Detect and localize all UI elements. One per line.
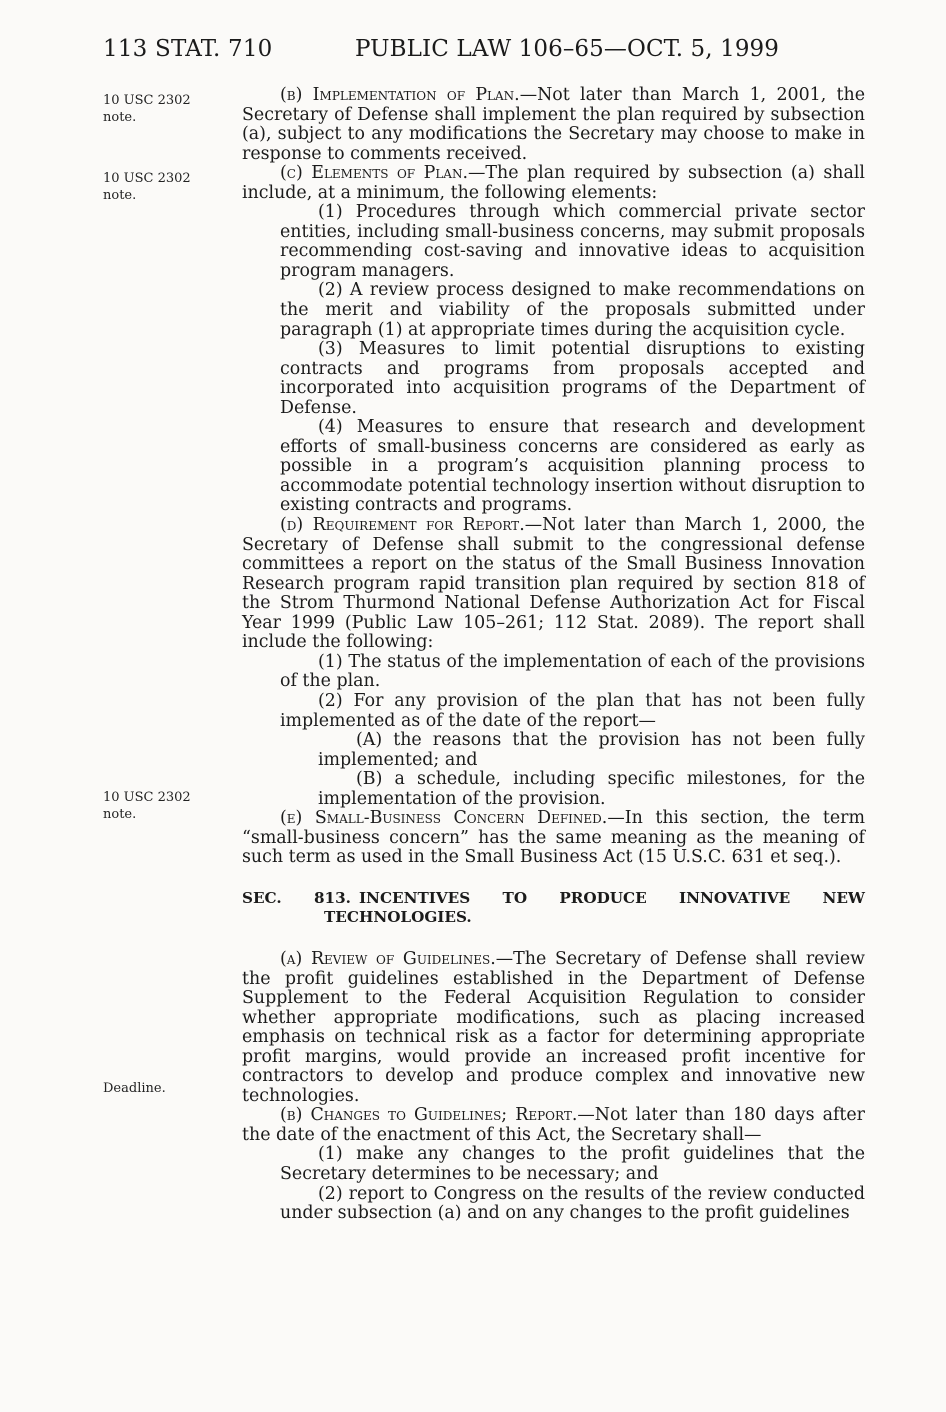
subsection-a-review [242,950,865,1106]
public-law-title: PUBLIC LAW 106–65—OCT. 5, 1999 [355,36,780,62]
subsection-text: —The Secretary of Defense shall review the profit guidelines established in the Department of Defense Supplement to the Federal Acquisition Regulation to consider whether appropriate modifications, such as placing increased emphasis on technical risk as a factor for determining appropriate profit margins, would provide an increased profit incentive for contractors to develop and produce complex and innovative new technologies. [242,948,865,1106]
subsection-heading: (a) Review of Guidelines. [280,948,496,969]
page-header [103,36,867,66]
paragraph-b-1: (1) make any changes to the profit guidelines that the Secretary determines to be necessary; and [280,1144,865,1184]
paragraph-d-2: (2) For any provision of the plan that has not been fully implemented as of the date of the report— [280,690,865,731]
subsection-b-implementation [242,86,865,164]
margin-note-usc-c: 10 USC 2302 note. [103,171,191,203]
paragraph-c-1: (1) Procedures through which commercial private sector entities, including small-business concerns, may submit proposals recommending cost-saving and innovative ideas to acquisition program managers. [280,202,865,281]
subsection-b-changes [242,1106,865,1145]
paragraph-b-2: (2) report to Congress on the results of the review conducted under subsection (a) and on any changes to the profit guidelines [280,1183,865,1224]
paragraph-d-1: (1) The status of the implementation of each of the provisions of the plan. [280,651,865,692]
subsection-heading: (b) Changes to Guidelines; Report. [280,1105,578,1126]
statute-body [242,86,865,1224]
margin-note-deadline: Deadline. [103,1081,166,1096]
subsection-d-requirement [242,516,865,653]
subsection-heading: (e) Small-Business Concern Defined. [280,808,608,829]
subsection-text: —Not later than March 1, 2001, the Secretary of Defense shall implement the plan required by subsection (a), subject to any modifications the Secretary may choose to make in response to comments received. [242,85,865,164]
section-813-heading [242,889,865,928]
margin-note-usc-b: 10 USC 2302 note. [103,93,191,125]
paragraph-c-3: (3) Measures to limit potential disruptions to existing contracts and programs from proposals accepted and incorporated into acquisition programs of the Department of Defense. [280,339,865,418]
paragraph-c-4: (4) Measures to ensure that research and development efforts of small-business concerns are considered as early as possible in a program’s acquisition planning process to accommodate potential technology insertion without disruption to existing contracts and programs. [280,417,865,516]
paragraph-c-2: (2) A review process designed to make recommendations on the merit and viability of the proposals submitted under paragraph (1) at appropriate times during the acquisition cycle. [280,280,865,340]
section-title: INCENTIVES TO PRODUCE INNOVATIVE NEW TECHNOLOGIES. [324,888,865,927]
subsection-text: —In this section, the term “small-business concern” has the same meaning as the meaning of such term as used in the Small Business Act (15 U.S.C. 631 et seq.). [242,808,865,868]
subparagraph-d-2-b: (B) a schedule, including specific milestones, for the implementation of the provision. [318,769,865,809]
subsection-heading: (b) Implementation of Plan. [280,85,520,105]
subsection-c-elements [242,164,865,203]
subparagraph-d-2-a: (A) the reasons that the provision has not been fully implemented; and [318,730,865,770]
subsection-heading: (c) Elements of Plan. [280,163,469,184]
subsection-text: —The plan required by subsection (a) shall include, at a minimum, the following elements: [242,163,865,203]
subsection-text: —Not later than March 1, 2000, the Secretary of Defense shall submit to the congressional defense committees a report on the status of the Small Business Innovation Research program rapid transition plan required by section 818 of the Strom Thurmond National Defense Authorization Act for Fiscal Year 1999 (Public Law 105–261; 112 Stat. 2089). The report shall include the following: [242,515,865,653]
section-label: SEC. 813. [242,888,351,907]
subsection-text: —Not later than 180 days after the date of the enactment of this Act, the Secretary shall— [242,1105,865,1145]
subsection-heading: (d) Requirement for Report. [280,515,525,536]
page-number: 113 STAT. 710 [103,36,273,62]
margin-note-usc-e: 10 USC 2302 note. [103,790,191,822]
subsection-e-defined [242,809,865,868]
